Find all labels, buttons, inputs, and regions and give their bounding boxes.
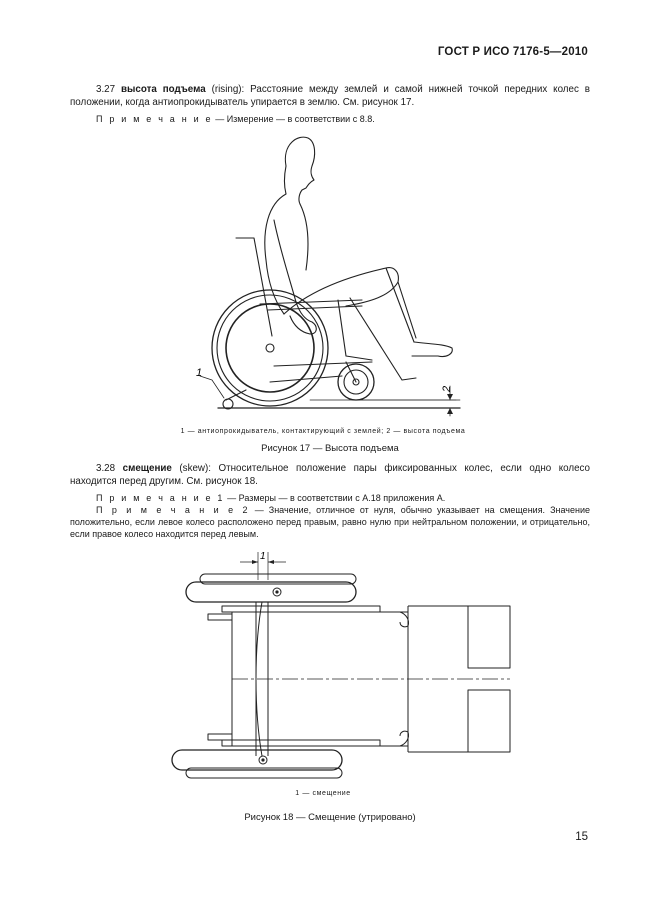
figure18-callout-1: 1: [260, 551, 266, 562]
definition: (rising): Расстояние между землей и самой нижней точкой передних колес в положении, когда антиопрокидыватель упирается в землю. См. рисунок 17.: [70, 84, 590, 108]
section-3-27: [70, 83, 590, 109]
section-3-28: [70, 462, 590, 488]
figure-18-caption: Рисунок 18 — Смещение (утрировано): [244, 812, 416, 823]
figure-17-wheelchair-drawing: [150, 130, 500, 420]
document-header: ГОСТ Р ИСО 7176-5—2010: [437, 46, 588, 58]
note-text: — Измерение — в соответствии с 8.8.: [212, 114, 375, 124]
figure-17-caption: Рисунок 17 — Высота подъема: [261, 443, 399, 454]
note-label: П р и м е ч а н и е 2: [96, 505, 250, 515]
note-label: П р и м е ч а н и е: [96, 114, 213, 124]
page-number: 15: [575, 831, 588, 843]
note-3-28-2: [70, 504, 590, 540]
figure-18-skew-drawing: [170, 548, 520, 788]
note-text: — Значение, отличное от нуля, обычно указывает на смещения. Значение положительно, если левое колесо расположено перед правым, равно нулю при нейтральном положении, и отрицательно, если правое колесо находится перед левым.: [70, 505, 590, 539]
figure-17-legend: 1 — антиопрокидыватель, контактирующий с землей; 2 — высота подъема: [180, 428, 466, 435]
figure17-callout-1: 1: [196, 367, 203, 379]
note-3-28-1: [70, 492, 590, 504]
term: смещение: [122, 463, 172, 474]
note-3-27: [70, 113, 590, 125]
section-number: 3.28: [96, 463, 116, 474]
term: высота подъема: [121, 84, 206, 95]
note-label: П р и м е ч а н и е 1: [96, 493, 225, 503]
section-number: 3.27: [96, 84, 116, 95]
definition: (skew): Относительное положение пары фиксированных колес, если одно колесо находится перед другим. См. рисунок 18.: [70, 463, 590, 487]
note-text: — Размеры — в соответствии с А.18 приложения А.: [224, 493, 446, 503]
figure17-callout-2: 2: [441, 385, 453, 392]
figure-18-legend: 1 — смещение: [295, 790, 351, 797]
